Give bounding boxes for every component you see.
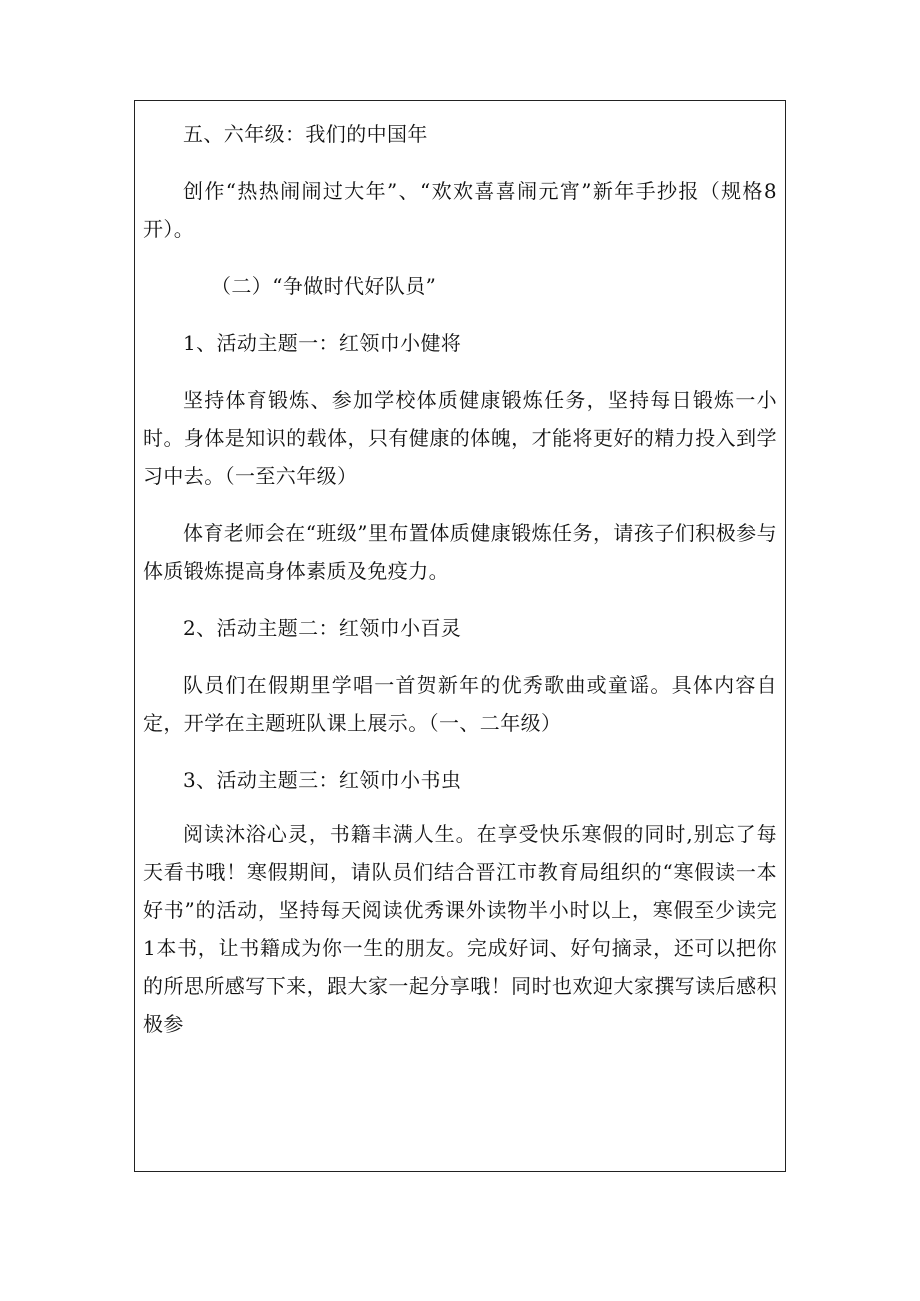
theme1-heading: 1、活动主题一：红领巾小健将 [183, 331, 462, 355]
section2-heading: （二）“争做时代好队员” [211, 274, 437, 298]
grade56-body: 创作“热热闹闹过大年”、“欢欢喜喜闹元宵”新年手抄报（规格8开）。 [143, 179, 777, 241]
document-frame [134, 100, 786, 1172]
theme1-body2: 体育老师会在“班级”里布置体质健康锻炼任务，请孩子们积极参与体质锻炼提高身体素质及免疫力。 [143, 521, 777, 583]
grade56-heading: 五、六年级：我们的中国年 [183, 122, 428, 146]
document-body [143, 115, 777, 1062]
theme2-heading: 2、活动主题二：红领巾小百灵 [183, 616, 462, 640]
theme2-body: 队员们在假期里学唱一首贺新年的优秀歌曲或童谣。具体内容自定，开学在主题班队课上展示。（一、二年级） [143, 673, 777, 735]
theme1-body: 坚持体育锻炼、参加学校体质健康锻炼任务，坚持每日锻炼一小时。身体是知识的载体，只有健康的体魄，才能将更好的精力投入到学习中去。（一至六年级） [143, 388, 777, 488]
theme3-body: 阅读沐浴心灵，书籍丰满人生。在享受快乐寒假的同时,别忘了每天看书哦！寒假期间，请队员们结合晋江市教育局组织的“寒假读一本好书”的活动，坚持每天阅读优秀课外读物半小时以上，寒假至少读完1本书，让书籍成为你一生的朋友。完成好词、好句摘录，还可以把你的所思所感写下来，跟大家一起分享哦！同时也欢迎大家撰写读后感积极参 [143, 822, 777, 1036]
theme3-heading: 3、活动主题三：红领巾小书虫 [183, 768, 462, 792]
